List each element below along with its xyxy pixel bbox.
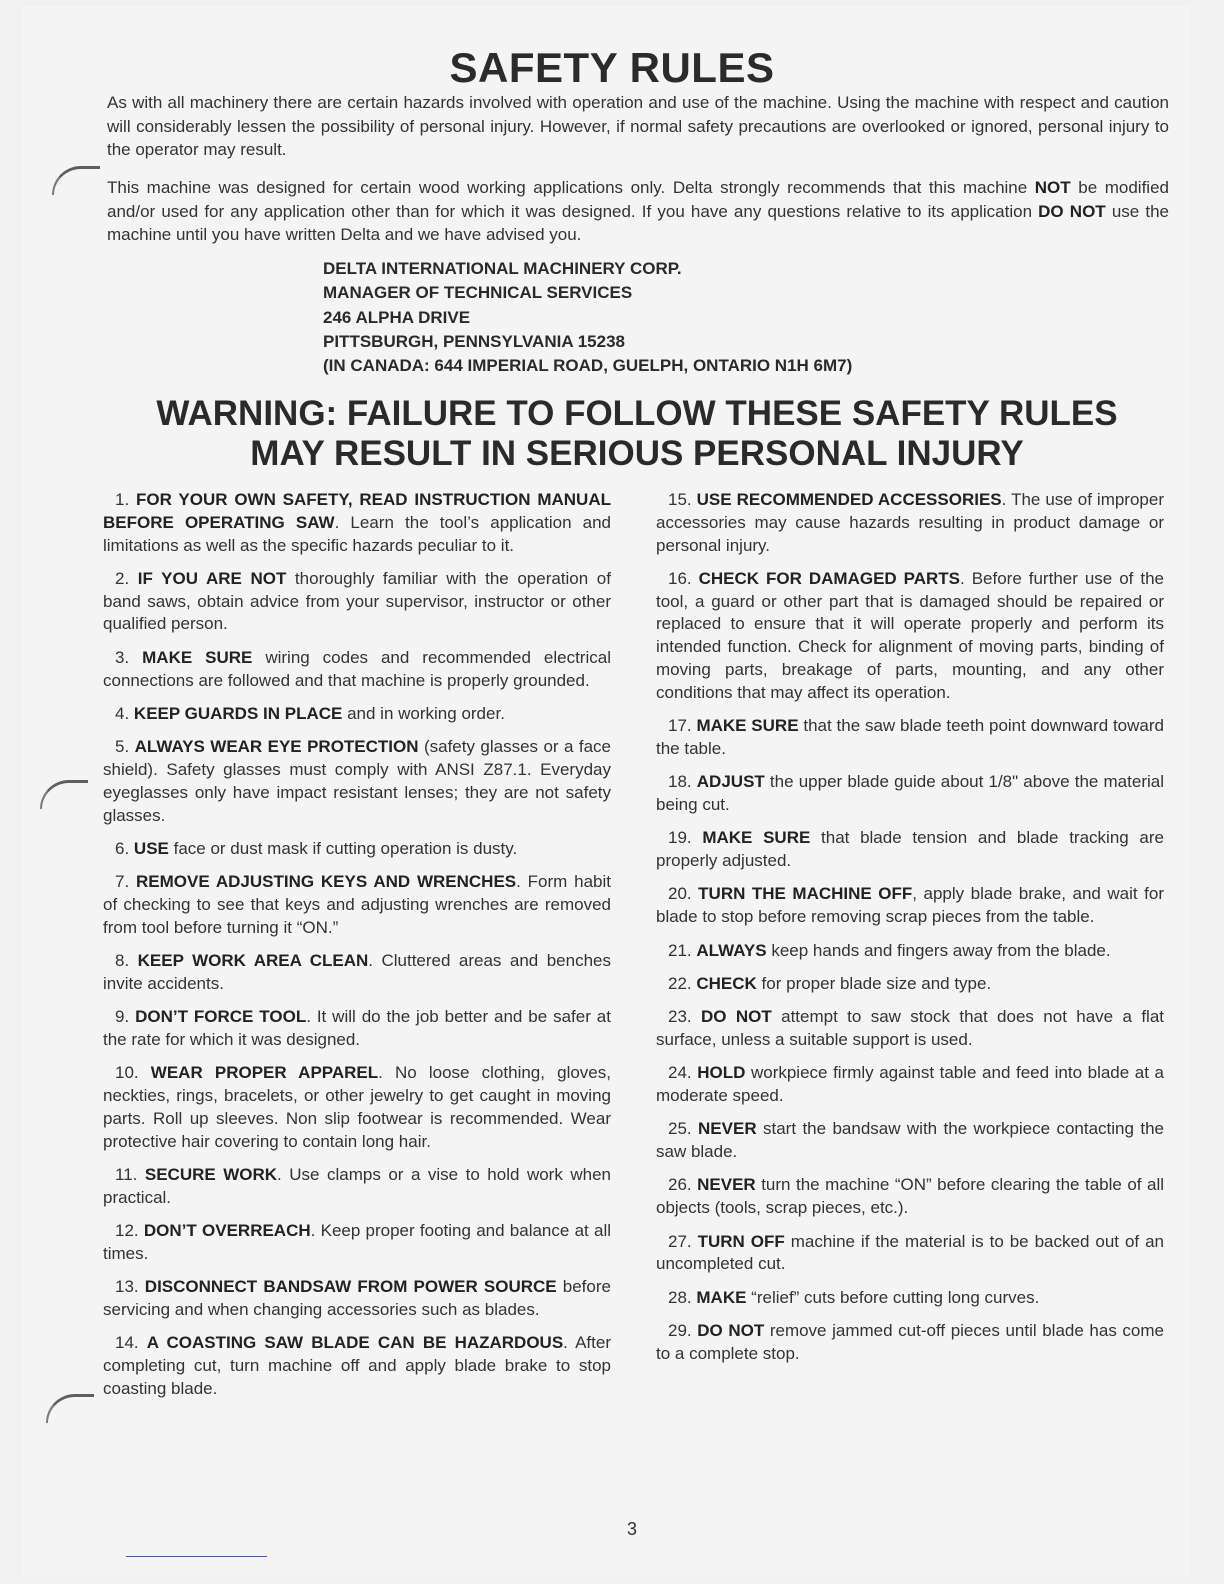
- safety-rule-item: [656, 771, 1164, 817]
- address-line: DELTA INTERNATIONAL MACHINERY CORP.: [323, 259, 682, 278]
- rule-number: 12.: [115, 1221, 139, 1241]
- rule-number: 26.: [668, 1175, 692, 1195]
- rule-text: . After completing cut, turn machine off and apply blade brake to stop coasting blade.: [103, 1333, 611, 1398]
- safety-rule-item: [103, 1164, 611, 1210]
- safety-rule-item: [656, 1062, 1164, 1108]
- rule-number: 7.: [115, 872, 130, 892]
- rule-text: attempt to saw stock that does not have a flat surface, unless a suitable support is used.: [656, 1007, 1164, 1049]
- address-line: 246 ALPHA DRIVE: [323, 307, 471, 327]
- rule-heading: TURN OFF: [697, 1231, 785, 1251]
- rule-heading: MAKE SURE: [696, 716, 799, 736]
- rule-heading: DO NOT: [697, 1320, 765, 1340]
- rule-text: before servicing and when changing accessories such as blades.: [103, 1277, 611, 1319]
- safety-rule-item: [656, 1231, 1164, 1277]
- rule-text: turn the machine “ON” before clearing the table of all objects (tools, scrap pieces, etc.).: [656, 1175, 1165, 1218]
- rule-text: “relief” cuts before cutting long curves.: [746, 1287, 1040, 1307]
- rule-heading: MAKE SURE: [702, 828, 811, 848]
- rule-heading: DISCONNECT BANDSAW FROM POWER SOURCE: [144, 1277, 557, 1297]
- rule-text: that the saw blade teeth point downward toward the table.: [656, 716, 1164, 758]
- rule-number: 16.: [668, 568, 692, 588]
- rule-text: (safety glasses or a face shield). Safety glasses must comply with ANSI Z87.1. Everyday eyeglasses only have impact resistant lenses; they are not safety glasses.: [103, 737, 612, 825]
- rule-text: for proper blade size and type.: [756, 973, 992, 993]
- rule-number: 14.: [115, 1333, 139, 1353]
- rule-text: . Cluttered areas and benches invite accidents.: [103, 951, 611, 993]
- safety-rule-item: [656, 489, 1164, 557]
- safety-rule-item: [656, 1320, 1164, 1366]
- rule-number: 25.: [668, 1119, 692, 1139]
- safety-rule-item: [656, 1287, 1164, 1310]
- rule-text: . Use clamps or a vise to hold work when practical.: [103, 1164, 611, 1207]
- rule-text: machine if the material is to be backed out of an uncompleted cut.: [656, 1231, 1164, 1274]
- safety-rule-item: [656, 973, 1164, 996]
- rule-heading: ALWAYS: [696, 940, 767, 960]
- rule-text: wiring codes and recommended electrical connections are followed and that machine is properly grounded.: [103, 647, 611, 690]
- safety-rule-item: [656, 1174, 1164, 1220]
- rule-number: 21.: [668, 940, 692, 960]
- rule-number: 17.: [668, 716, 692, 736]
- rule-number: 24.: [668, 1063, 692, 1083]
- rule-number: 4.: [115, 703, 130, 723]
- rule-heading: DON’T FORCE TOOL: [135, 1007, 307, 1027]
- rule-number: 18.: [668, 772, 692, 792]
- rule-number: 29.: [668, 1320, 692, 1340]
- safety-rule-item: [103, 1220, 611, 1266]
- rule-text: remove jammed cut-off pieces until blade has come to a complete stop.: [656, 1320, 1164, 1363]
- rule-heading: MAKE: [696, 1287, 747, 1307]
- rule-text: . Learn the tool’s application and limitations as well as the specific hazards peculiar to it.: [103, 512, 611, 555]
- rule-heading: FOR YOUR OWN SAFETY, READ INSTRUCTION MANUAL BEFORE OPERATING SAW: [103, 490, 611, 532]
- page-number: 3: [626, 1519, 637, 1539]
- rule-text: . The use of improper accessories may cause hazards resulting in product damage or personal injury.: [656, 490, 1164, 555]
- safety-rule-item: [103, 1006, 611, 1052]
- safety-rule-item: [103, 838, 611, 861]
- rule-heading: NEVER: [697, 1175, 756, 1195]
- page-title: SAFETY RULES: [449, 44, 775, 91]
- rule-number: 11.: [115, 1164, 138, 1184]
- rule-text: that blade tension and blade tracking are properly adjusted.: [656, 828, 1164, 871]
- rule-text: the upper blade guide about 1/8" above the material being cut.: [656, 772, 1164, 815]
- rule-heading: MAKE SURE: [142, 647, 253, 667]
- safety-rule-item: [656, 715, 1164, 761]
- rule-text: . Form habit of checking to see that keys and adjusting wrenches are removed from tool before turning it “ON.”: [103, 872, 611, 937]
- warning-line-1: WARNING: FAILURE TO FOLLOW THESE SAFETY RULES: [156, 394, 1118, 433]
- safety-rule-item: [103, 568, 611, 636]
- address-line: PITTSBURGH, PENNSYLVANIA 15238: [323, 331, 625, 351]
- rule-number: 6.: [115, 838, 130, 858]
- rule-text: workpiece firmly against table and feed into blade at a moderate speed.: [656, 1063, 1164, 1106]
- safety-rule-item: [103, 1062, 611, 1153]
- rule-heading: A COASTING SAW BLADE CAN BE HAZARDOUS: [146, 1333, 564, 1353]
- rule-number: 23.: [668, 1007, 692, 1027]
- rule-heading: CHECK: [696, 973, 757, 993]
- warning-heading: [0, 394, 1224, 474]
- warning-line-2: MAY RESULT IN SERIOUS PERSONAL INJURY: [250, 434, 1024, 473]
- rule-heading: USE RECOMMENDED ACCESSORIES: [696, 490, 1002, 509]
- rule-heading: IF YOU ARE NOT: [137, 568, 287, 588]
- rule-number: 20.: [668, 884, 692, 904]
- rule-text: . Before further use of the tool, a guard or other part that is damaged should be repaired or replaced to ensure that it will operate properly and perform its intended function. Check for alignment of moving parts, binding of moving parts, breakage of parts, mounting, and any other conditions that may affect its operation.: [656, 568, 1164, 702]
- rule-number: 3.: [115, 647, 130, 667]
- address-block: [323, 257, 852, 378]
- rule-number: 28.: [668, 1287, 692, 1307]
- rule-heading: KEEP GUARDS IN PLACE: [133, 703, 343, 723]
- rule-number: 9.: [115, 1007, 130, 1027]
- scan-artifact-line: [126, 1556, 267, 1557]
- safety-rule-item: [103, 703, 611, 726]
- rule-text: , apply blade brake, and wait for blade to stop before removing scrap pieces from the table.: [656, 884, 1164, 927]
- rule-number: 2.: [115, 568, 130, 588]
- rule-heading: USE: [133, 838, 169, 858]
- safety-rule-item: [656, 568, 1164, 705]
- rule-heading: HOLD: [697, 1063, 746, 1083]
- rule-text: and in working order.: [342, 703, 505, 723]
- rule-heading: DO NOT: [701, 1007, 772, 1027]
- rule-heading: ALWAYS WEAR EYE PROTECTION: [134, 737, 419, 757]
- rule-text: . No loose clothing, gloves, neckties, rings, bracelets, or other jewelry to get caught in moving parts. Roll up sleeves. Non slip footwear is recommended. Wear protective hair covering to contain long hair.: [103, 1063, 611, 1151]
- safety-rule-item: [656, 883, 1164, 929]
- rule-text: . Keep proper footing and balance at all times.: [103, 1221, 611, 1263]
- rule-heading: WEAR PROPER APPAREL: [150, 1063, 379, 1083]
- rule-number: 1.: [115, 490, 130, 509]
- intro-paragraph-1: As with all machinery there are certain hazards involved with operation and use of the machine. Using the machine with respect and caution will considerably lessen the possibility of personal injury. However, if normal safety precautions are overlooked or ignored, personal injury to the operator may result.: [107, 93, 1169, 159]
- rule-heading: ADJUST: [696, 772, 765, 792]
- address-line: MANAGER OF TECHNICAL SERVICES: [323, 283, 633, 303]
- rule-text: . It will do the job better and be safer at the rate for which it was designed.: [103, 1007, 611, 1049]
- rule-number: 22.: [668, 973, 692, 993]
- rule-text: thoroughly familiar with the operation of band saws, obtain advice from your supervisor, instructor or other qualified person.: [103, 568, 611, 634]
- safety-rule-item: [103, 1332, 611, 1400]
- safety-rule-item: [103, 1276, 611, 1322]
- rule-text: start the bandsaw with the workpiece contacting the saw blade.: [656, 1119, 1164, 1162]
- rule-heading: DON’T OVERREACH: [143, 1221, 311, 1241]
- rule-heading: CHECK FOR DAMAGED PARTS: [698, 568, 961, 588]
- address-line: (IN CANADA: 644 IMPERIAL ROAD, GUELPH, ONTARIO N1H 6M7): [323, 356, 853, 376]
- rule-number: 19.: [668, 828, 692, 848]
- rule-text: face or dust mask if cutting operation is dusty.: [168, 838, 518, 858]
- rule-heading: REMOVE ADJUSTING KEYS AND WRENCHES: [136, 872, 517, 892]
- rules-column-right: [656, 489, 1164, 1376]
- rule-number: 8.: [115, 951, 130, 971]
- rule-heading: KEEP WORK AREA CLEAN: [137, 951, 369, 971]
- safety-rule-item: [103, 736, 611, 827]
- rule-heading: TURN THE MACHINE OFF: [698, 884, 913, 904]
- safety-rule-item: [103, 871, 611, 939]
- safety-rule-item: [656, 827, 1164, 873]
- rule-text: keep hands and fingers away from the blade.: [766, 940, 1111, 960]
- rule-heading: SECURE WORK: [144, 1164, 278, 1184]
- rule-number: 13.: [115, 1277, 139, 1297]
- safety-rule-item: [103, 489, 611, 557]
- rule-number: 10.: [115, 1063, 139, 1083]
- safety-rule-item: [656, 1006, 1164, 1052]
- rule-number: 15.: [668, 490, 692, 509]
- safety-rule-item: [103, 950, 611, 996]
- rule-number: 27.: [668, 1231, 692, 1251]
- rule-number: 5.: [115, 737, 130, 757]
- safety-rule-item: [656, 1118, 1164, 1164]
- safety-rule-item: [103, 647, 611, 693]
- intro-paragraph-2: This machine was designed for certain wood working applications only. Delta strongly recommends that this machine NOT be modified and/or used for any application other than for which it was designed. If you have any questions relative to its application DO NOT use the machine until you have written Delta and we have advised you.: [107, 178, 1169, 244]
- rules-column-left: [103, 489, 611, 1411]
- rule-heading: NEVER: [698, 1119, 757, 1139]
- safety-rule-item: [656, 940, 1164, 963]
